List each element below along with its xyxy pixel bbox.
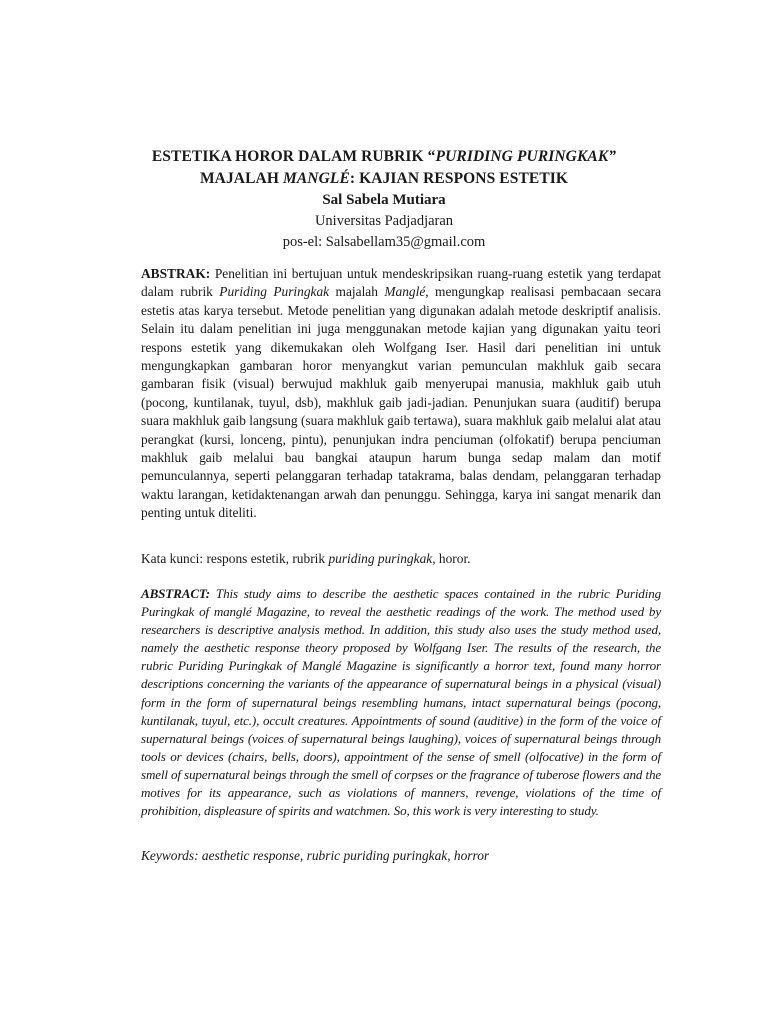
abstract-paragraph [141,585,661,820]
keywords-label: Keywords [141,848,195,863]
abstract-label: ABSTRACT: [141,586,210,601]
title-magazine: MANGLÉ [282,170,350,187]
abstrak-text: majalah [329,284,385,300]
kata-kunci-text: , horor. [432,551,471,566]
title-text: MAJALAH [199,170,283,187]
abstract-text: This study aims to describe the aesthetic spaces contained in the rubric Puriding Puringkak of manglé Magazine, to reveal the aesthetic readings of the work. The method used by researchers is descriptive analysis method. In addition, this study also uses the study method used, namely the aesthetic response theory proposed by Wolfgang Iser. The results of the research, the rubric Puriding Puringkak of Manglé Magazine is significantly a horror text, found many horror descriptions concerning the variants of the appearance of supernatural beings in a physical (visual) form in the form of supernatural beings resembling humans, intact supernatural beings (pocong, kuntilanak, tuyul, etc.), occult creatures. Appointments of sound (auditive) in the form of the voice of supernatural beings (voices of supernatural beings laughing), voices of supernatural beings through tools or devices (chairs, bells, doors), appointment of the sense of smell (olfocative) in the form of smell of supernatural beings through the smell of corpses or the fragrance of tuberose flowers and the motives for its appearance, such as violations of manners, revenge, violations of the time of prohibition, displeasure of spirits and watchmen. So, this work is very interesting to study. [141,586,661,819]
kata-kunci [141,550,661,568]
abstrak-text: Penelitian ini bertujuan untuk mendeskripsikan ruang-ruang estetik yang terdapat dalam rubrik [141,266,661,300]
abstrak-paragraph [141,265,661,523]
kata-kunci-text: Kata kunci: respons estetik, rubrik [141,551,329,566]
abstrak-text: , mengungkap realisasi pembacaan secara estetis atas karya tersebut. Metode penelitian yang digunakan adalah metode deskriptif analisis. Selain itu dalam penelitian ini juga menggunakan metode kajian yang digunakan yaitu teori respons estetik yang dikemukakan oleh Wolfgang Iser. Hasil dari penelitian ini untuk mengungkapkan gambaran horor menyangkut varian pemunculan makhluk gaib secara gambaran fisik (visual) berwujud makhluk gaib menyerupai manusia, makhluk gaib utuh (pocong, kuntilanak, tuyul, dsb), makhluk gaib jadi-jadian. Penunjukan suara (auditif) berupa suara makhluk gaib langsung (suara makhluk gaib tertawa), suara makhluk gaib melalui alat atau perangkat (kursi, lonceng, pintu), penunjukan indra penciuman (olfokatif) berupa penciuman makhluk gaib melalui bau bangkai ataupun harum bunga sedap malam dan motif pemunculannya, seperti pelanggaran terhadap tatakrama, balas dendam, pelanggaran terhadap waktu larangan, ketidaktenangan arwah dan penunggu. Sehingga, karya ini sangat menarik dan penting untuk diteliti. [141,284,662,521]
keywords [141,847,661,865]
kata-kunci-italic: puriding puringkak [328,551,433,566]
author-name: Sal Sabela Mutiara [322,192,446,208]
title-block [0,146,768,253]
abstrak-label: ABSTRAK: [141,266,211,281]
affiliation: Universitas Padjadjaran [314,213,454,229]
title-text: ESTETIKA HOROR DALAM RUBRIK “ [151,148,436,165]
title-rubric: PURIDING PURINGKAK” [435,148,617,165]
title-line-2 [0,168,768,190]
abstrak-text-italic: Puriding Puringkak [219,284,330,300]
title-line-1 [0,146,768,168]
email: pos-el: Salsabellam35@gmail.com [282,234,486,250]
keywords-text: : aesthetic response, rubric puriding puringkak, horror [194,848,490,863]
abstrak-text-italic: Manglé [384,284,426,300]
title-text: : KAJIAN RESPONS ESTETIK [349,170,569,187]
